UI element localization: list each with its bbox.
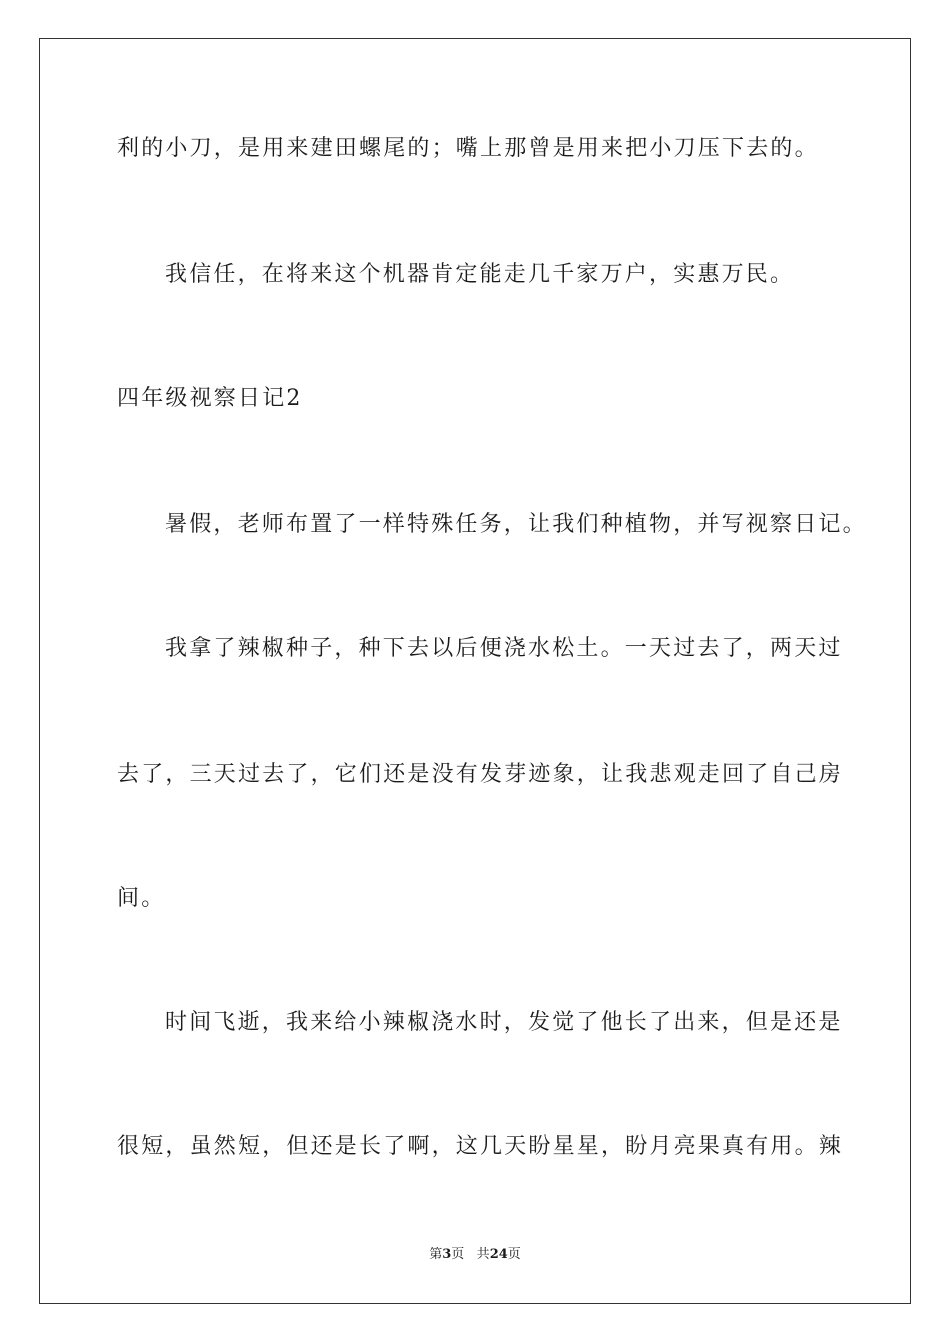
total-suffix: 页 [507,1247,521,1262]
total-pages: 24 [489,1247,508,1262]
body-line-5: 去了，三天过去了，它们还是没有发芽迹象，让我悲观走回了自己房 [117,762,844,787]
body-line-3: 暑假，老师布置了一样特殊任务，让我们种植物，并写视察日记。 [165,512,867,537]
body-line-1: 利的小刀，是用来建田螺尾的；嘴上那曾是用来把小刀压下去的。 [117,136,819,161]
page-number: 3 [442,1247,452,1262]
body-line-8: 很短，虽然短，但还是长了啊，这几天盼星星，盼月亮果真有用。辣 [117,1134,844,1159]
page-footer [0,1246,950,1264]
body-line-7: 时间飞逝，我来给小辣椒浇水时，发觉了他长了出来，但是还是 [165,1010,843,1035]
page-border [39,38,911,1304]
body-line-2: 我信任，在将来这个机器肯定能走几千家万户，实惠万民。 [165,262,795,287]
total-prefix: 共 [476,1247,490,1262]
body-line-6: 间。 [117,886,166,911]
page-prefix: 第 [429,1247,443,1262]
section-heading: 四年级视察日记2 [117,386,303,411]
body-line-4: 我拿了辣椒种子，种下去以后便浇水松土。一天过去了，两天过 [165,636,843,661]
page-suffix: 页 [451,1247,465,1262]
